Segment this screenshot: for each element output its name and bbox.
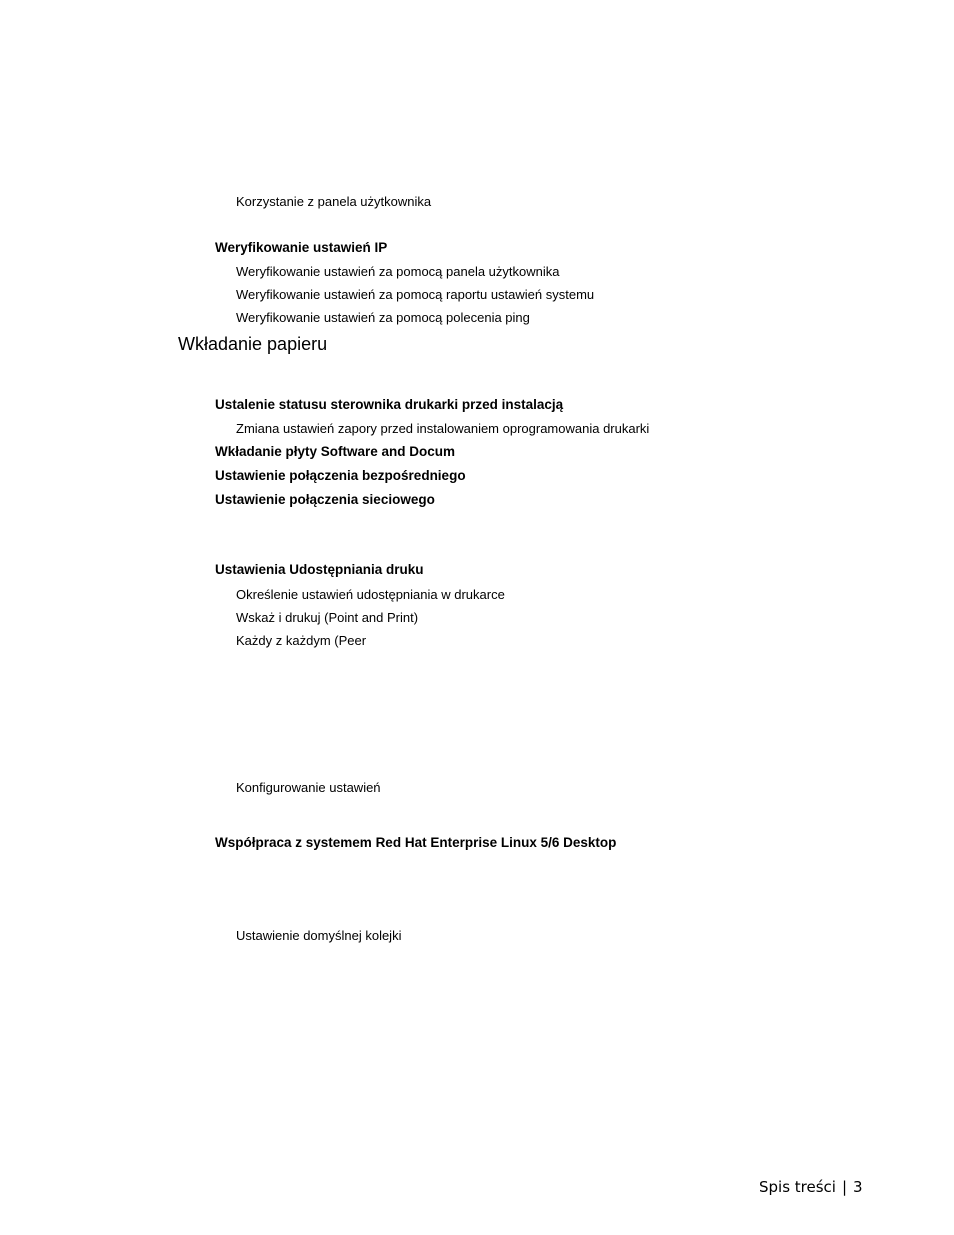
toc-entry-korzystanie-z-panela: Korzystanie z panela użytkownika (236, 194, 432, 209)
toc-entry-kazdy-z-kazdym: Każdy z każdym (Peer (236, 633, 367, 648)
toc-heading-wkladanie-papieru: Wkładanie papieru (178, 334, 328, 354)
toc-entry-ustalenie-statusu: Ustalenie statusu sterownika drukarki przed instalacją (215, 397, 564, 412)
toc-entry-ustawienia-udostepniania: Ustawienia Udostępniania druku (215, 562, 424, 577)
toc-entry-weryfikowanie-ping: Weryfikowanie ustawień za pomocą polecenia ping (236, 310, 530, 325)
page-footer (759, 1178, 863, 1196)
toc-entry-domyslna-kolejka: Ustawienie domyślnej kolejki (236, 928, 402, 943)
toc-entry-red-hat: Współpraca z systemem Red Hat Enterprise Linux 5/6 Desktop (215, 835, 617, 850)
toc-entry-wskaz-i-drukuj: Wskaż i drukuj (Point and Print) (236, 610, 419, 625)
footer-separator: | (841, 1178, 848, 1196)
toc-entry-zmiana-ustawien-zapory: Zmiana ustawień zapory przed instalowaniem oprogramowania drukarki (236, 421, 650, 436)
toc-entry-konfigurowanie-ustawien: Konfigurowanie ustawień (236, 780, 381, 795)
footer-page-number: 3 (853, 1178, 863, 1196)
toc-entry-wkladanie-plyty: Wkładanie płyty Software and Docum (215, 444, 456, 459)
toc-entry-weryfikowanie-raport: Weryfikowanie ustawień za pomocą raportu ustawień systemu (236, 287, 595, 302)
toc-entry-weryfikowanie-panel: Weryfikowanie ustawień za pomocą panela użytkownika (236, 264, 560, 279)
toc-entry-polaczenie-bezposrednie: Ustawienie połączenia bezpośredniego (215, 468, 466, 483)
footer-section-label: Spis treści (759, 1178, 836, 1196)
toc-entry-okreslenie-ustawien: Określenie ustawień udostępniania w drukarce (236, 587, 505, 602)
toc-entry-polaczenie-sieciowe: Ustawienie połączenia sieciowego (215, 492, 435, 507)
toc-entry-weryfikowanie-ustawien-ip: Weryfikowanie ustawień IP (215, 240, 388, 255)
